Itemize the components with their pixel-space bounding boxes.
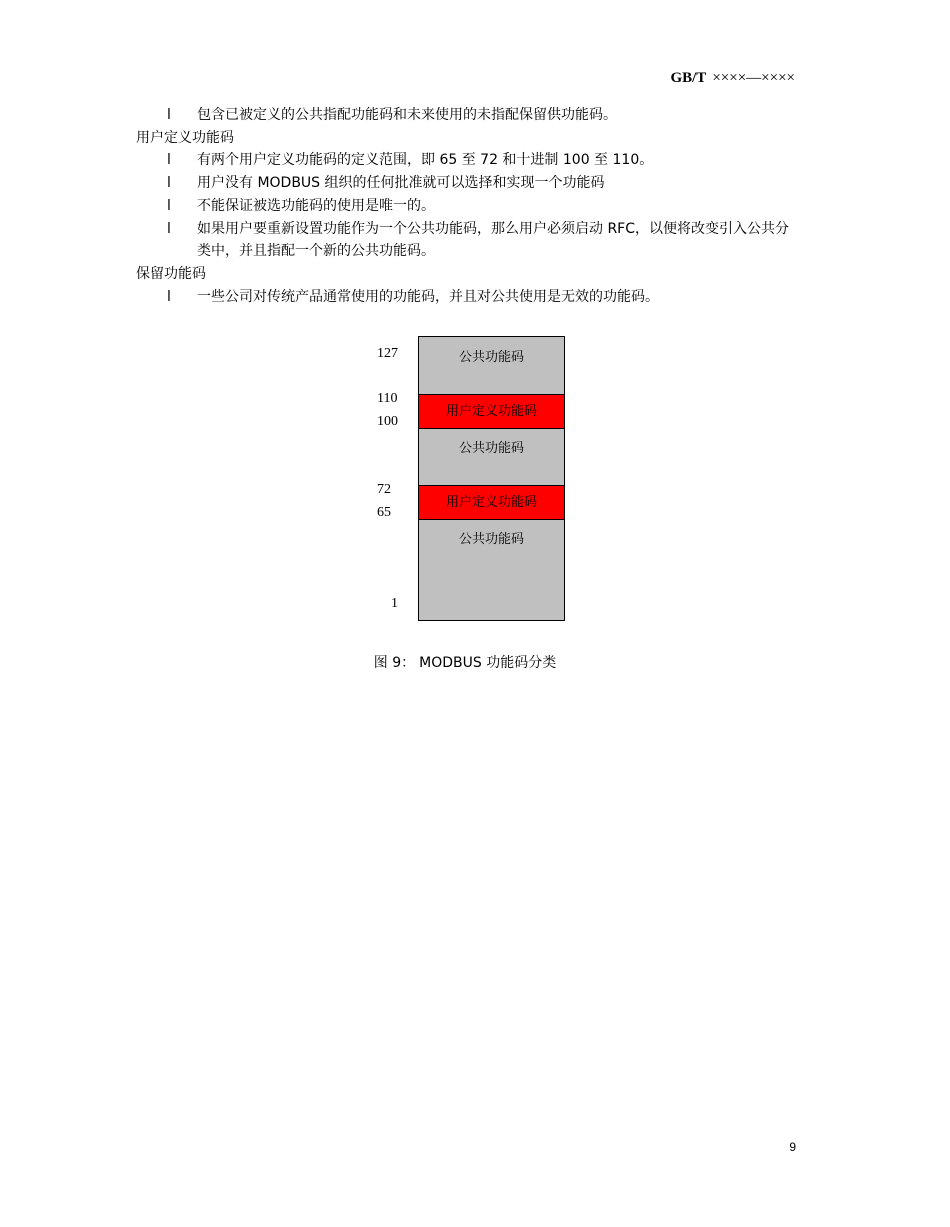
bullet-mark: l (167, 220, 171, 237)
standard-number: ××××—×××× (712, 70, 795, 86)
bullet-mark: l (167, 197, 171, 214)
label-100: 100 (377, 414, 398, 429)
bullet-mark: l (167, 152, 171, 169)
list-item (136, 286, 800, 309)
page-number: 9 (789, 1140, 796, 1154)
bullet-mark: l (167, 175, 171, 192)
list-item-text: 包含已被定义的公共指配功能码和未来使用的未指配保留供功能码。 (197, 107, 617, 123)
list-item-text: 用户没有 MODBUS 组织的任何批准就可以选择和实现一个功能码 (197, 175, 605, 192)
list-item (136, 149, 800, 172)
list-item (136, 172, 800, 195)
figure-number: 图 9： (373, 655, 416, 671)
label-72: 72 (377, 482, 391, 497)
label-127: 127 (377, 346, 398, 361)
bullet-mark: l (167, 107, 171, 123)
figure-caption (0, 652, 930, 672)
standard-code: GB/T (670, 70, 707, 86)
label-1: 1 (391, 596, 398, 611)
function-code-stack (418, 336, 565, 621)
list-item-text: 有两个用户定义功能码的定义范围，即 65 至 72 和十进制 100 至 110。 (197, 152, 654, 169)
list-item-text: 不能保证被选功能码的使用是唯一的。 (197, 197, 435, 214)
figure-title: MODBUS 功能码分类 (419, 655, 557, 671)
segment-public-bottom: 公共功能码 (419, 520, 564, 620)
segment-user-defined-upper: 用户定义功能码 (419, 394, 564, 429)
bullet-mark: l (167, 288, 171, 305)
section-heading-reserved: 保留功能码 (136, 265, 206, 282)
body-text (136, 104, 800, 308)
list-item (136, 218, 800, 263)
segment-user-defined-lower: 用户定义功能码 (419, 485, 564, 520)
segment-public-top: 公共功能码 (419, 337, 564, 394)
list-item-text: 一些公司对传统产品通常使用的功能码，并且对公共使用是无效的功能码。 (197, 288, 659, 305)
page-header (670, 70, 795, 87)
section-heading-user-defined: 用户定义功能码 (136, 129, 234, 146)
list-item (136, 104, 800, 127)
list-item (136, 195, 800, 218)
segment-public-middle: 公共功能码 (419, 429, 564, 485)
list-item-text: 如果用户要重新设置功能作为一个公共功能码，那么用户必须启动 RFC，以便将改变引入公共分类中，并且指配一个新的公共功能码。 (197, 220, 790, 260)
label-65: 65 (377, 505, 391, 520)
function-code-diagram (360, 336, 580, 626)
label-110: 110 (377, 391, 398, 406)
